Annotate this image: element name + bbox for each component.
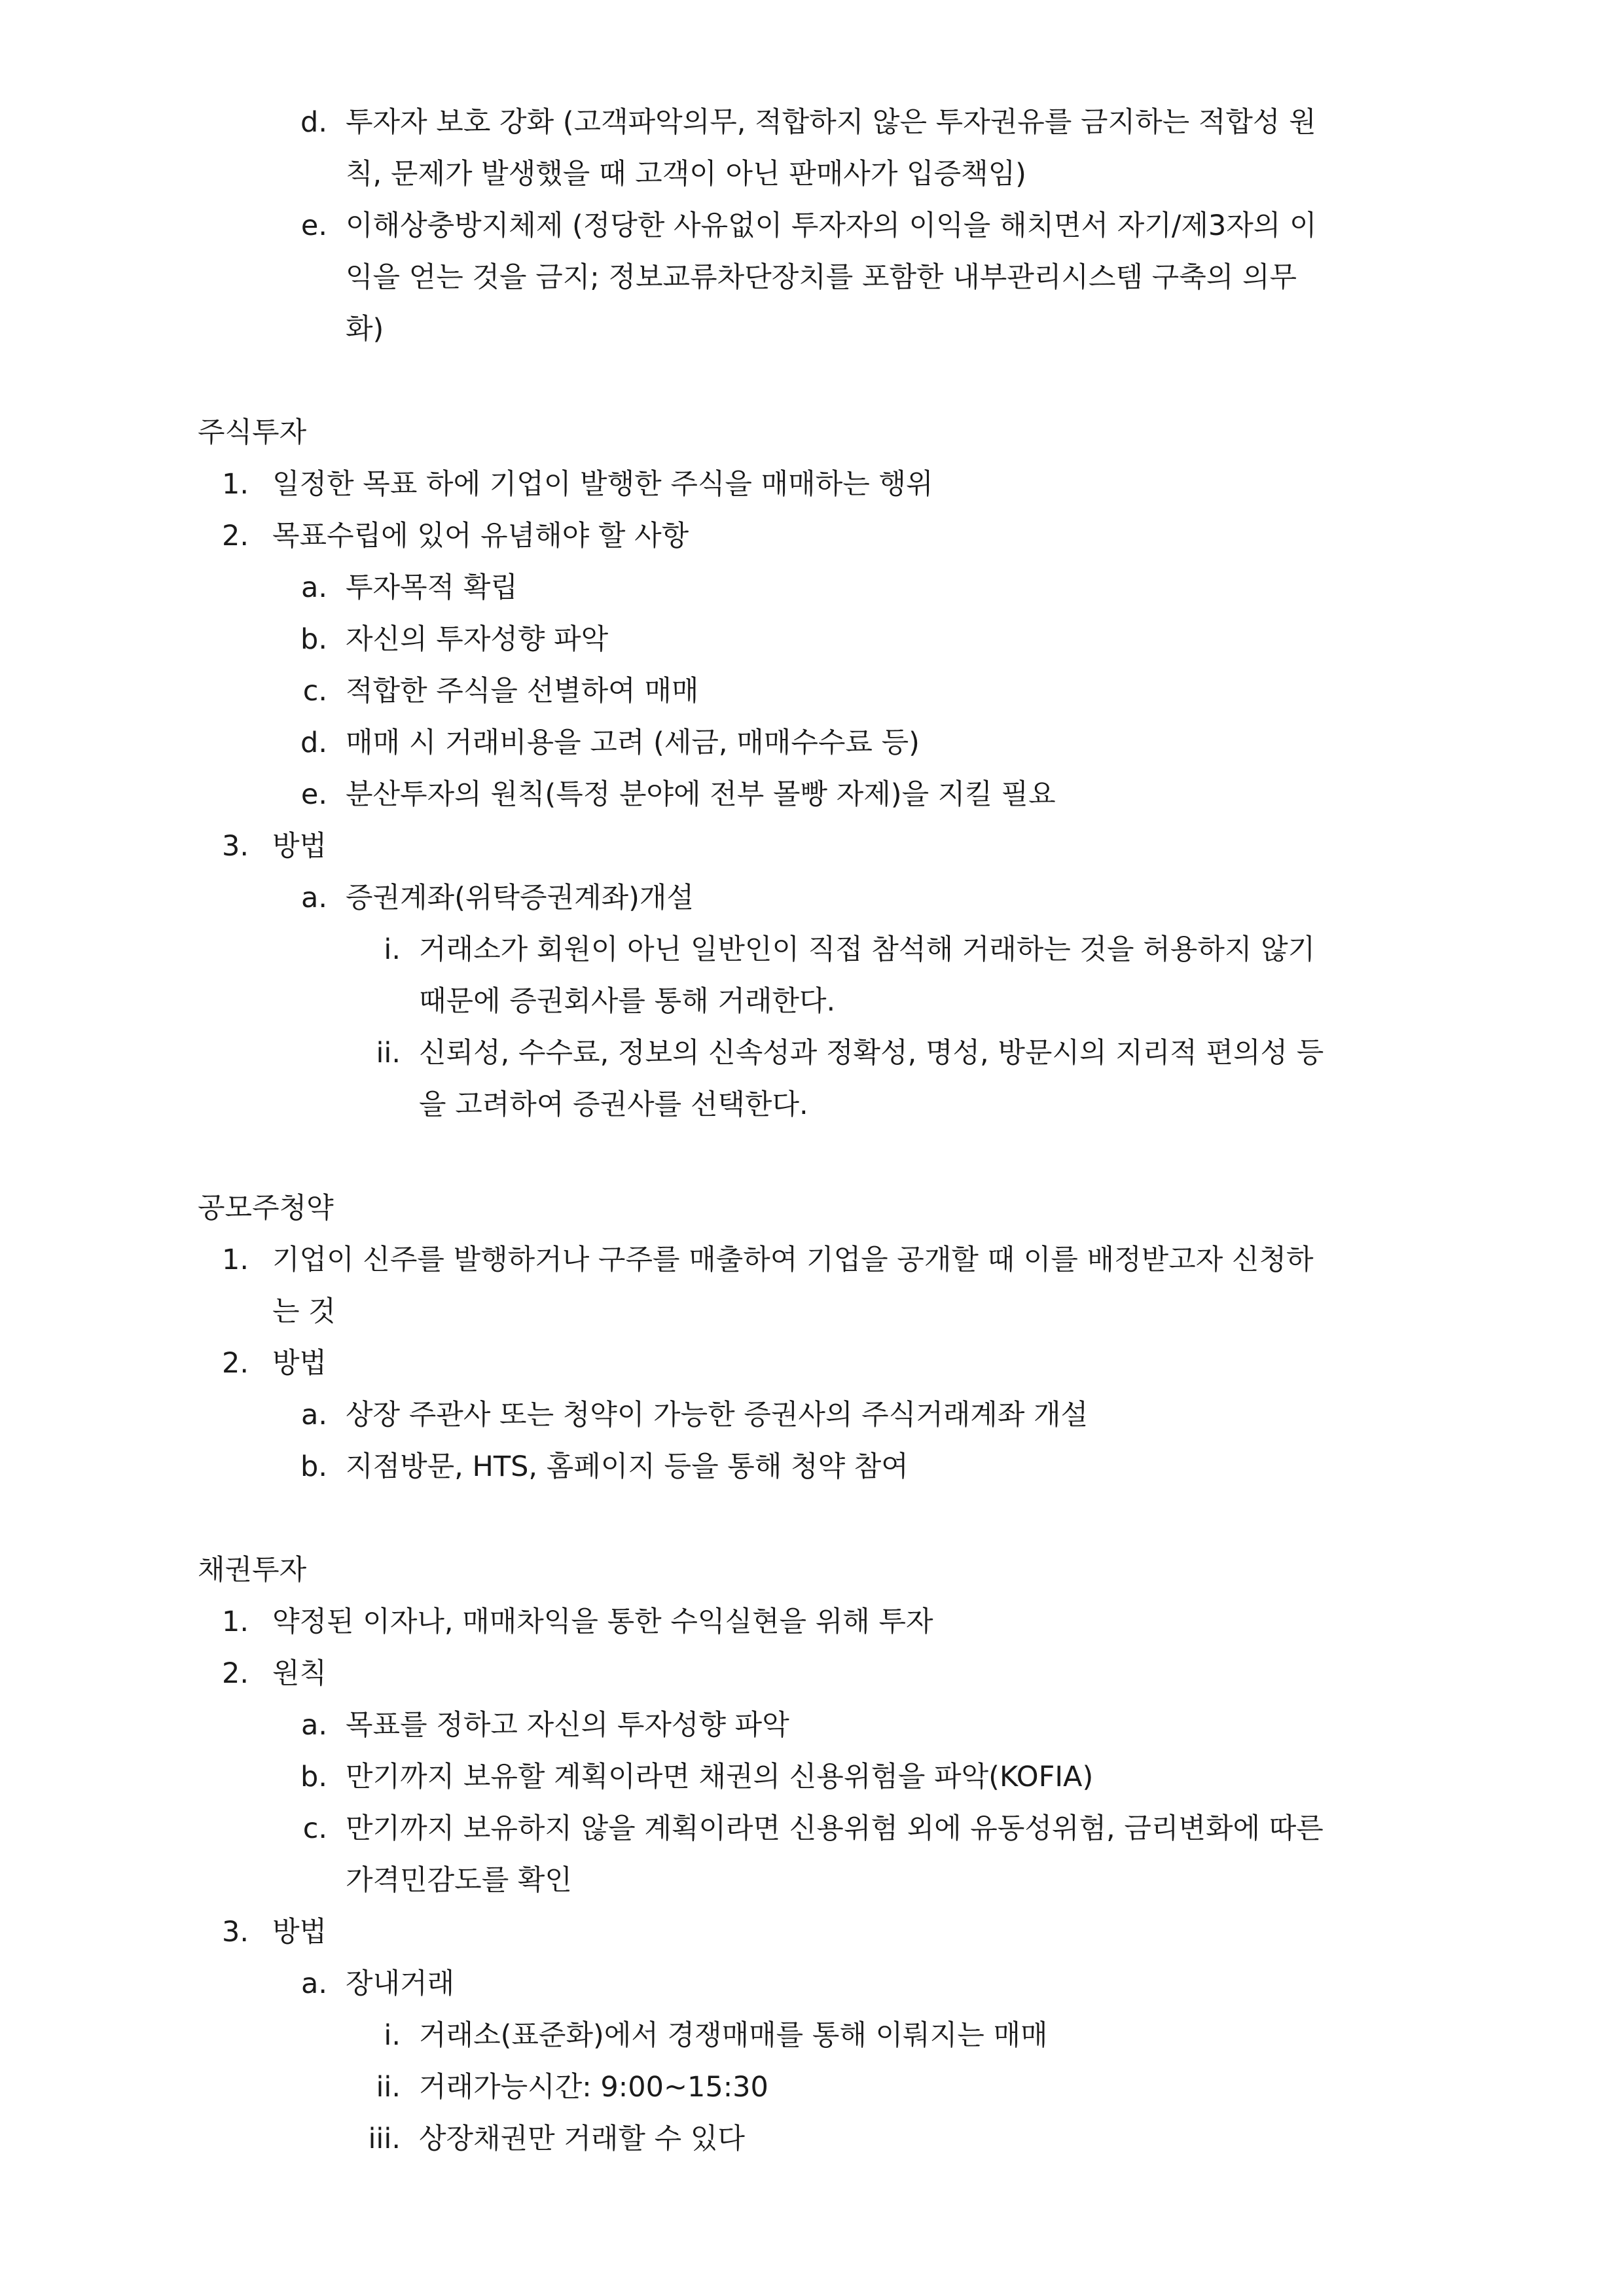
list-marker: a. [300, 1399, 327, 1431]
list-item-text: 약정된 이자나, 매매차익을 통한 수익실현을 위해 투자 [272, 1605, 933, 1638]
list-marker: d. [300, 726, 327, 759]
list-marker: i. [384, 2019, 401, 2052]
list-item-text: 이해상충방지체제 (정당한 사유없이 투자자의 이익을 해치면서 자기/제3자의 이 [346, 209, 1317, 242]
list-item-text: 만기까지 보유할 계획이라면 채권의 신용위험을 파악(KOFIA) [346, 1761, 1094, 1793]
list-marker: b. [300, 1761, 327, 1793]
list-item-text: 거래소가 회원이 아닌 일반인이 직접 참석해 거래하는 것을 허용하지 않기 [419, 933, 1316, 966]
list-marker: ii. [376, 1037, 401, 1069]
list-marker: a. [300, 1967, 327, 2000]
list-item-text: 방법 [272, 1347, 327, 1380]
list-marker: i. [384, 933, 401, 966]
list-item-text: 투자자 보호 강화 (고객파악의무, 적합하지 않은 투자권유를 금지하는 적합성 원 [346, 106, 1316, 139]
list-marker: b. [300, 1450, 327, 1483]
list-item-text: 장내거래 [346, 1967, 455, 2000]
list-marker: 2. [221, 520, 249, 552]
list-item-text: 일정한 목표 하에 기업이 발행한 주식을 매매하는 행위 [272, 468, 933, 501]
list-item-text: 방법 [272, 1916, 327, 1948]
list-marker: b. [300, 623, 327, 656]
list-item-text: 칙, 문제가 발생했을 때 고객이 아닌 판매사가 입증책임) [346, 158, 1026, 190]
list-marker: c. [302, 675, 327, 708]
list-item-text: 매매 시 거래비용을 고려 (세금, 매매수수료 등) [346, 726, 920, 759]
list-item-text: 목표수립에 있어 유념해야 할 사항 [272, 520, 689, 552]
list-marker: 2. [221, 1347, 249, 1380]
list-marker: 3. [221, 830, 249, 863]
list-item-text: 투자목적 확립 [346, 571, 518, 604]
list-marker: d. [300, 106, 327, 139]
list-item-text: 는 것 [272, 1295, 336, 1328]
list-item-text: 방법 [272, 830, 327, 863]
list-marker: e. [300, 778, 327, 811]
list-item-text: 적합한 주식을 선별하여 매매 [346, 675, 699, 708]
list-marker: 1. [221, 468, 249, 501]
list-item-text: 을 고려하여 증권사를 선택한다. [419, 1088, 808, 1121]
list-marker: 1. [221, 1244, 249, 1276]
list-item-text: 목표를 정하고 자신의 투자성향 파악 [346, 1709, 789, 1742]
section-heading-ipo: 공모주청약 [198, 1192, 334, 1225]
list-item-text: 신뢰성, 수수료, 정보의 신속성과 정확성, 명성, 방문시의 지리적 편의성 등 [419, 1037, 1324, 1069]
list-item-text: 가격민감도를 확인 [346, 1864, 572, 1897]
list-item-text: 원칙 [272, 1657, 327, 1690]
list-item-text: 상장채권만 거래할 수 있다 [419, 2123, 745, 2155]
section-heading-stock: 주식투자 [198, 416, 307, 449]
list-marker: a. [300, 882, 327, 914]
list-marker: e. [300, 209, 327, 242]
list-marker: 2. [221, 1657, 249, 1690]
list-marker: ii. [376, 2071, 401, 2104]
list-item-text: 분산투자의 원칙(특정 분야에 전부 몰빵 자제)을 지킬 필요 [346, 778, 1056, 811]
list-item-text: 상장 주관사 또는 청약이 가능한 증권사의 주식거래계좌 개설 [346, 1399, 1089, 1431]
list-item-text: 화) [346, 313, 384, 346]
list-item-text: 자신의 투자성향 파악 [346, 623, 609, 656]
list-item-text: 때문에 증권회사를 통해 거래한다. [419, 985, 836, 1018]
list-marker: 1. [221, 1605, 249, 1638]
list-marker: c. [302, 1812, 327, 1845]
section-heading-bond: 채권투자 [198, 1554, 307, 1587]
list-item-text: 익을 얻는 것을 금지; 정보교류차단장치를 포함한 내부관리시스템 구축의 의무 [346, 261, 1297, 294]
list-item-text: 거래가능시간: 9:00~15:30 [419, 2071, 768, 2104]
list-marker: a. [300, 571, 327, 604]
list-marker: a. [300, 1709, 327, 1742]
list-item-text: 지점방문, HTS, 홈페이지 등을 통해 청약 참여 [346, 1450, 909, 1483]
list-marker: iii. [368, 2123, 401, 2155]
list-marker: 3. [221, 1916, 249, 1948]
list-item-text: 기업이 신주를 발행하거나 구주를 매출하여 기업을 공개할 때 이를 배정받고자 신청하 [272, 1244, 1314, 1276]
list-item-text: 증권계좌(위탁증권계좌)개설 [346, 882, 695, 914]
list-item-text: 거래소(표준화)에서 경쟁매매를 통해 이뤄지는 매매 [419, 2019, 1048, 2052]
list-item-text: 만기까지 보유하지 않을 계획이라면 신용위험 외에 유동성위험, 금리변화에 따른 [346, 1812, 1324, 1845]
